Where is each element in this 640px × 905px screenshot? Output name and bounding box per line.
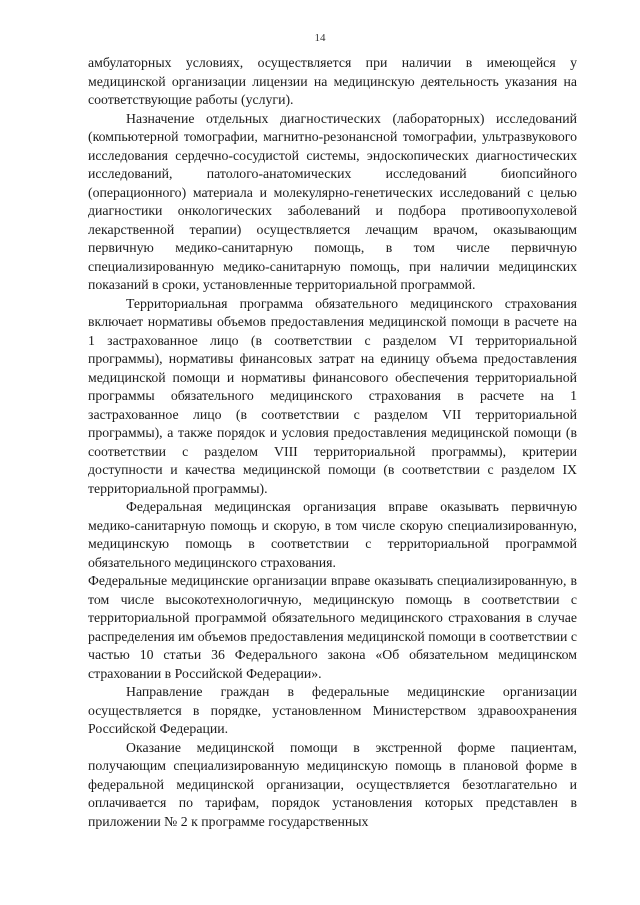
body-text [88,54,577,831]
paragraph-6: Направление граждан в федеральные медицинские организации осуществляется в порядке, установленном Министерством здравоохранения Российской Федерации. [88,684,577,736]
paragraph-1: амбулаторных условиях, осуществляется при наличии в имеющейся у медицинской организации лицензии на медицинскую деятельность указания на соответствующие работы (услуги). [88,55,577,107]
paragraph-5: Федеральные медицинские организации вправе оказывать специализированную, в том числе высокотехнологичную, медицинскую помощь в соответствии с территориальной программой обязательного медицинского страхования в случае распределения им объемов предоставления медицинской помощи в соответствии с частью 10 статьи 36 Федерального закона «Об обязательном медицинском страховании в Российской Федерации». [88,573,577,681]
page-number: 14 [314,32,326,44]
paragraph-3: Территориальная программа обязательного медицинского страхования включает нормативы объемов предоставления медицинской помощи в расчете на 1 застрахованное лицо (в соответствии с разделом VI территориальной программы), нормативы финансовых затрат на единицу объема предоставления медицинской помощи и нормативы финансового обеспечения территориальной программы обязательного медицинского страхования в расчете на 1 застрахованное лицо (в соответствии с разделом VII территориальной программы), а также порядок и условия предоставления медицинской помощи (в соответствии с разделом VIII территориальной программы), критерии доступности и качества медицинской помощи (в соответствии с разделом IX территориальной программы). [88,295,577,496]
paragraph-2: Назначение отдельных диагностических (лабораторных) исследований (компьютерной томографии, магнитно-резонансной томографии, ультразвукового исследования сердечно-сосудистой системы, эндоскопических диагностических исследований, патолого-анатомических исследований биопсийного (операционного) материала и молекулярно-генетических исследований с целью диагностики онкологических заболеваний и подбора противоопухолевой лекарственной терапии) осуществляется лечащим врачом, оказывающим первичную медико-санитарную помощь, в том числе первичную специализированную медико-санитарную помощь, при наличии медицинских показаний в сроки, установленные территориальной программой. [88,110,577,292]
paragraph-7: Оказание медицинской помощи в экстренной форме пациентам, получающим специализированную медицинскую помощь в плановой форме в федеральной медицинской организации, осуществляется безотлагательно и оплачивается по тарифам, порядок установления которых представлен в приложении № 2 к программе государственных [88,739,577,829]
paragraph-4: Федеральная медицинская организация вправе оказывать первичную медико-санитарную помощь и скорую, в том числе скорую специализированную, медицинскую помощь в соответствии с территориальной программой обязательного медицинского страхования. [88,499,577,570]
